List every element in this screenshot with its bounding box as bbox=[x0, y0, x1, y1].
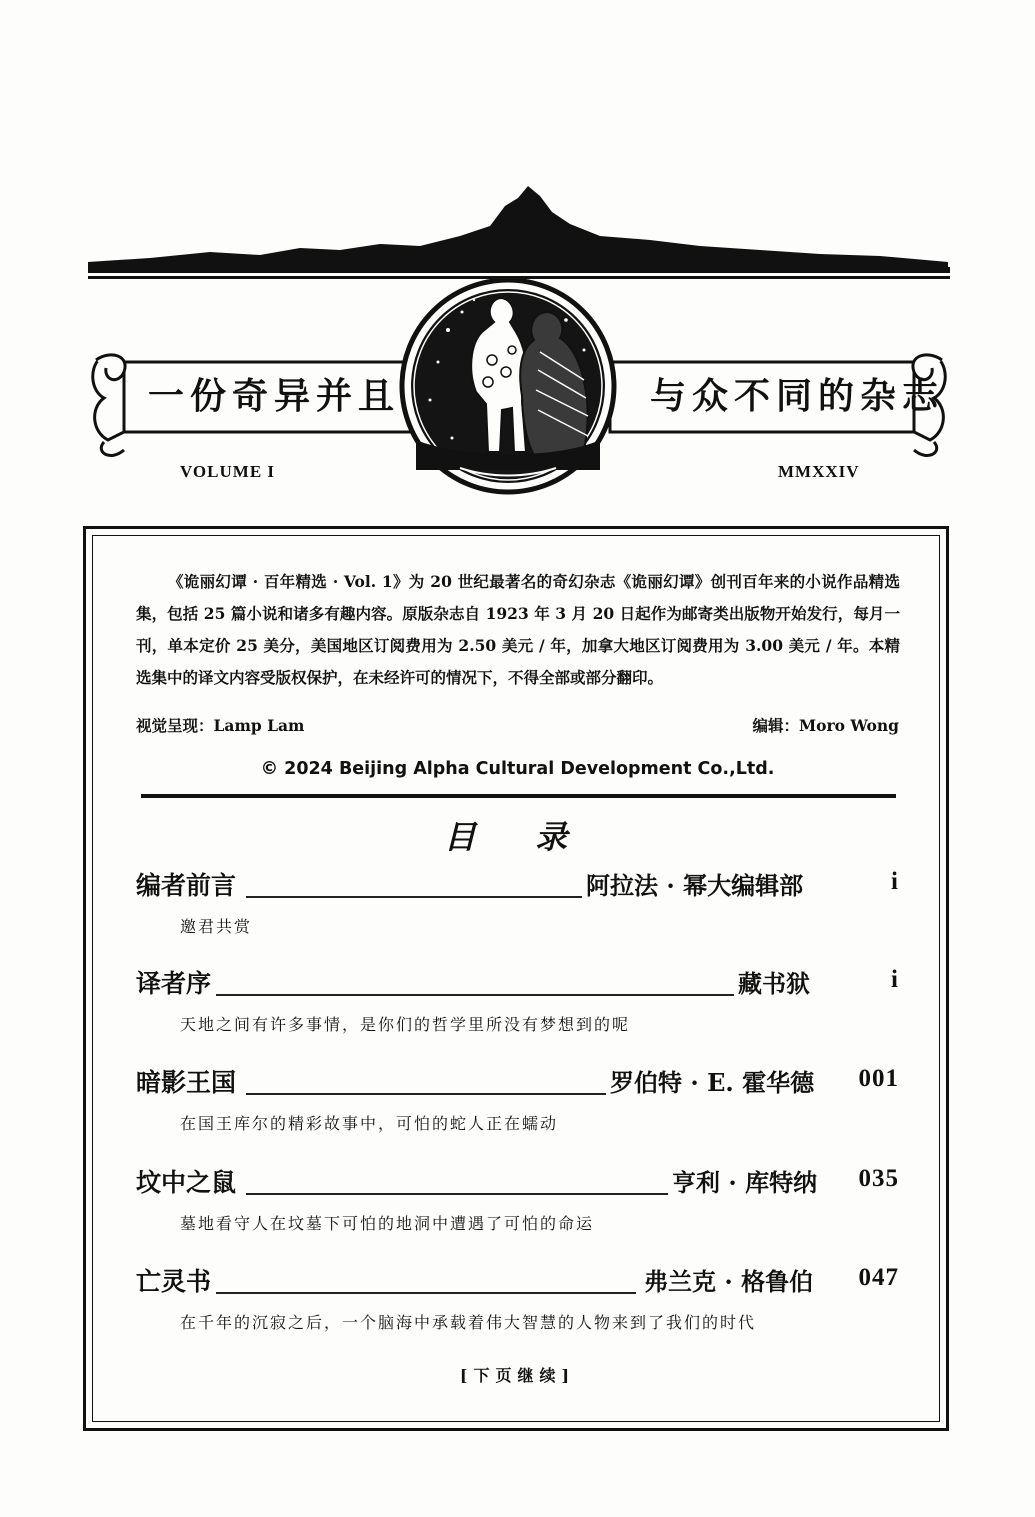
year-label: MMXXIV bbox=[778, 462, 860, 481]
masthead-illustration bbox=[0, 0, 1035, 520]
toc-entry[interactable] bbox=[136, 866, 899, 936]
toc-entry-title: 坟中之鼠 bbox=[136, 1163, 240, 1199]
toc-entry-author: 阿拉法 · 幂大编辑部 bbox=[582, 866, 803, 901]
toc-entry-author: 罗伯特 · E. 霍华德 bbox=[606, 1063, 814, 1098]
toc-entry[interactable] bbox=[136, 1063, 899, 1133]
toc-entry[interactable] bbox=[136, 1163, 899, 1233]
toc-entry-description: 在国王库尔的精彩故事中，可怕的蛇人正在蠕动 bbox=[180, 1114, 559, 1133]
toc-heading: 目 录 bbox=[443, 818, 592, 856]
toc-entry-description: 在千年的沉寂之后，一个脑海中承载着伟大智慧的人物来到了我们的时代 bbox=[180, 1313, 757, 1332]
intro-paragraph: 《诡丽幻谭 · 百年精选 · Vol. 1》为 20 世纪最著名的奇幻杂志《诡丽幻谭》创刊百年来的小说作品精选集，包括 25 篇小说和诸多有趣内容。原版杂志自 1923 年 3 月 20 日起作为邮寄类出版物开始发行，每月一刊，单本定价 25 美分，美国地区订阅费用为 2.50 美元 / 年，加拿大地区订阅费用为 3.00 美元 / 年。本精选集中的译文内容受版权保护，在未经许可的情况下，不得全部或部分翻印。 bbox=[136, 572, 900, 687]
visual-credit: 视觉呈现：Lamp Lam bbox=[136, 716, 305, 735]
copyright-line: © 2024 Beijing Alpha Cultural Development Co.,Ltd. bbox=[260, 759, 775, 779]
toc-entry-description: 天地之间有许多事情，是你们的哲学里所没有梦想到的呢 bbox=[180, 1015, 631, 1034]
toc-entry-page: 035 bbox=[858, 1165, 899, 1192]
toc-entry-title: 译者序 bbox=[136, 964, 215, 1000]
toc-entry-title: 亡灵书 bbox=[136, 1262, 215, 1298]
toc-entry-page: 001 bbox=[858, 1065, 899, 1092]
continued-note: [下页继续] bbox=[459, 1366, 576, 1385]
toc-entry-page: i bbox=[891, 868, 899, 895]
toc-entry-page: i bbox=[891, 966, 899, 993]
toc-entry-title: 暗影王国 bbox=[136, 1063, 240, 1099]
toc-entry-author: 亨利 · 库特纳 bbox=[668, 1163, 817, 1198]
toc-entry-description: 邀君共赏 bbox=[180, 917, 253, 936]
medallion bbox=[402, 280, 614, 492]
toc-entry-page: 047 bbox=[858, 1264, 899, 1291]
volume-label: VOLUME I bbox=[180, 462, 276, 481]
tagline-left: 一份奇异并且 bbox=[148, 376, 401, 417]
toc-entry-author: 藏书狱 bbox=[734, 964, 810, 999]
mountain-silhouette bbox=[88, 186, 948, 272]
tagline-right: 与众不同的杂志 bbox=[650, 376, 945, 417]
editor-credit: 编辑：Moro Wong bbox=[752, 716, 899, 735]
toc-entry[interactable] bbox=[136, 964, 899, 1034]
toc-entry-description: 墓地看守人在坟墓下可怕的地洞中遭遇了可怕的命运 bbox=[180, 1214, 595, 1233]
toc-entry[interactable] bbox=[136, 1262, 899, 1332]
toc-entry-author: 弗兰克 · 格鲁伯 bbox=[640, 1262, 813, 1297]
toc-entry-title: 编者前言 bbox=[136, 866, 240, 902]
toc-divider bbox=[141, 794, 896, 798]
